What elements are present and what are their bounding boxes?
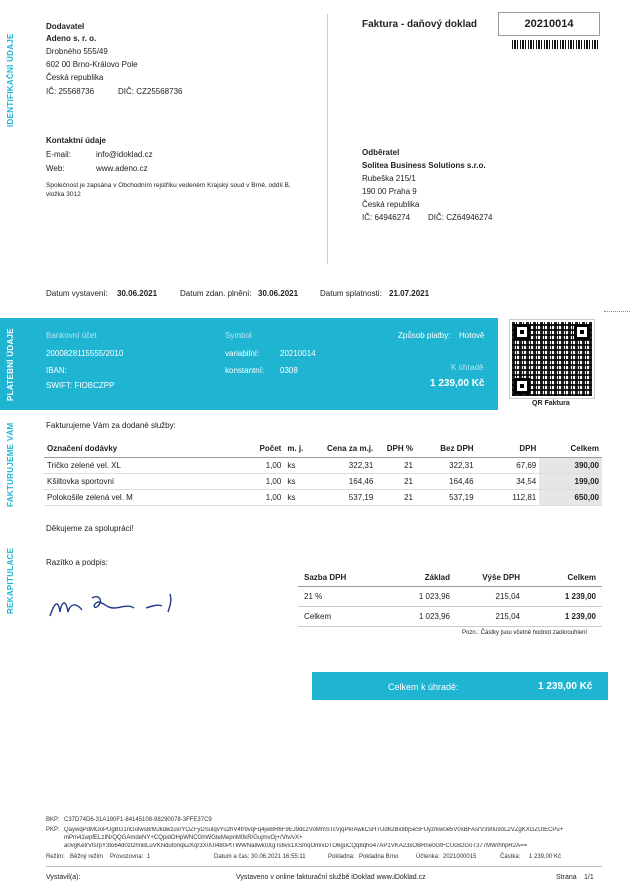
col-unit: m. j. — [284, 441, 313, 457]
col-vat-rate: DPH % — [376, 441, 416, 457]
contact-email-label: E-mail: — [46, 150, 71, 159]
item-vat: 112,81 — [477, 489, 540, 505]
payment-method-label: Způsob platby: — [398, 331, 451, 340]
register-value: Pokladna Brno — [359, 854, 399, 860]
contact-web-label: Web: — [46, 164, 65, 173]
dotted-separator — [604, 311, 630, 312]
item-total: 390,00 — [539, 457, 602, 473]
variable-symbol: 20210014 — [280, 349, 316, 358]
recap-rate: 21 % — [298, 586, 390, 606]
col-total: Celkem — [539, 441, 602, 457]
recap-vat: 215,04 — [456, 606, 526, 626]
items-table — [44, 441, 602, 506]
premises-label: Provozovna: — [110, 854, 144, 860]
registration-line-1: Společnost je zapsána v Obchodním rejstříku vedeném Krajský soud v Brně, oddíl B, — [46, 182, 291, 189]
recap-col-base: Základ — [390, 570, 456, 586]
item-name: Tričko zelené vel. XL — [44, 457, 253, 473]
recap-rate: Celkem — [298, 606, 390, 626]
issued-by-label: Vystavil(a): — [46, 874, 81, 881]
contact-email[interactable]: info@idoklad.cz — [96, 150, 153, 159]
table-row — [298, 606, 602, 626]
customer-country: Česká republika — [362, 200, 420, 209]
bank-account: 2000828115555/2010 — [46, 349, 124, 358]
col-net: Bez DPH — [416, 441, 477, 457]
supplier-name: Adeno s. r. o. — [46, 34, 97, 43]
item-name: Polokošile zelená vel. M — [44, 489, 253, 505]
item-net: 164,46 — [416, 473, 477, 489]
stamp-label: Razítko a podpis: — [46, 558, 108, 567]
customer-ic: IČ: 64946274 — [362, 213, 411, 222]
col-price: Cena za m.j. — [314, 441, 377, 457]
recap-col-total: Celkem — [526, 570, 602, 586]
amount-label: Částka: — [500, 854, 521, 860]
constant-symbol-label: konstantní: — [225, 366, 265, 375]
supplier-city: 602 00 Brno-Královo Pole — [46, 60, 138, 69]
side-label-payment: PLATEBNÍ ÚDAJE — [6, 328, 15, 402]
premises-value: 1 — [147, 854, 151, 860]
supplier-heading: Dodavatel — [46, 22, 85, 31]
date-taxable: 30.06.2021 — [258, 289, 299, 298]
pkp-line-3: a0vgKetrVtsrpY3to64d0zl2hnBLuVKNdufonqkZKqr3X0UI480PtTWWNaIlwk0XgTs6vx1XSmqOmivDTO6guCQq8qho47AP1VKA23xOBRne0GtFCUcB2GoT377MW/hhpR2A== — [64, 843, 528, 849]
contact-web[interactable]: www.adeno.cz — [96, 164, 148, 173]
item-net: 537,19 — [416, 489, 477, 505]
table-row — [44, 473, 602, 489]
constant-symbol: 0308 — [280, 366, 298, 375]
item-unit: ks — [284, 473, 313, 489]
item-vat-rate: 21 — [376, 457, 416, 473]
qr-finder-top-right — [574, 324, 590, 340]
datetime-label: Datum a čas: — [214, 854, 250, 860]
table-row — [44, 457, 602, 473]
rounding-note: Pozn.: Částky jsou včetně hodnot zaokrouhlení — [462, 630, 588, 636]
supplier-ic: IČ: 25568736 — [46, 87, 95, 96]
recap-base: 1 023,96 — [390, 606, 456, 626]
receipt-label: Účtenka: — [416, 854, 440, 860]
recap-col-rate: Sazba DPH — [298, 570, 390, 586]
recap-col-vat: Výše DPH — [456, 570, 526, 586]
item-net: 322,31 — [416, 457, 477, 473]
recap-base: 1 023,96 — [390, 586, 456, 606]
header-divider — [327, 14, 328, 264]
invoice-number: 20210014 — [498, 12, 600, 36]
receipt-value: 2021000015 — [443, 854, 477, 860]
amount-value: 1 239,00 Kč — [529, 854, 562, 860]
page-number: 1/1 — [584, 874, 594, 881]
col-vat: DPH — [477, 441, 540, 457]
supplier-country: Česká republika — [46, 73, 104, 82]
mode-value: Běžný režim — [70, 854, 104, 860]
swift: SWIFT: FIOBCZPP — [46, 381, 115, 390]
signature — [48, 590, 180, 622]
date-due-label: Datum splatnosti: — [320, 289, 382, 298]
date-due: 21.07.2021 — [389, 289, 430, 298]
contact-heading: Kontaktní údaje — [46, 136, 107, 145]
due-amount-label: K úhradě — [451, 363, 484, 372]
item-price: 322,31 — [314, 457, 377, 473]
pkp-line-1: QaywqPdMOoPUgBG1nGolws8/MJkdwzux/YOZFyDSulqvYu2hV4fr9vqFq4jwBR6F9EJ9dc2VoMmSTcVjqPkrAwkCsHTUd62Bx8bj5eSFUyzrkw0e5V0xBFAsrV390u9oL2VZgKXGZUIECPu+ — [64, 827, 564, 833]
recap-header-row — [298, 570, 602, 586]
invoice-title: Faktura - daňový doklad — [362, 19, 478, 30]
date-taxable-label: Datum zdan. plnění: — [180, 289, 252, 298]
customer-city: 190 00 Praha 9 — [362, 187, 417, 196]
item-vat-rate: 21 — [376, 489, 416, 505]
item-unit: ks — [284, 457, 313, 473]
mode-label: Režim: — [46, 854, 65, 860]
total-label: Celkem k úhradě: — [388, 682, 459, 692]
side-label-invoicing: FAKTURUJEME VÁM — [6, 422, 15, 508]
recap-vat: 215,04 — [456, 586, 526, 606]
item-vat-rate: 21 — [376, 473, 416, 489]
qr-finder-bottom-left — [514, 378, 530, 394]
pkp-line-2: mPm41wpfELzINrQQGAmdeNY+CQpidOHpWNCGhWGteMepnM0kR/GujmvOj+/Vtv/vX+ — [64, 835, 303, 841]
thanks-text: Děkujeme za spolupráci! — [46, 524, 134, 533]
table-row — [298, 586, 602, 606]
customer-dic: DIČ: CZ64946274 — [428, 213, 493, 222]
bank-heading: Bankovní účet — [46, 331, 97, 340]
col-name: Označení dodávky — [44, 441, 253, 457]
side-label-identification: IDENTIFIKAČNÍ ÚDAJE — [6, 33, 15, 127]
customer-heading: Odběratel — [362, 148, 400, 157]
side-label-recap: REKAPITULACE — [6, 547, 15, 614]
symbol-heading: Symbol — [225, 331, 252, 340]
datetime-value: 30.06.2021 16:55:11 — [251, 854, 306, 860]
footer-divider — [46, 866, 602, 867]
item-price: 164,46 — [314, 473, 377, 489]
qr-label: QR Faktura — [532, 400, 570, 407]
item-total: 199,00 — [539, 473, 602, 489]
item-qty: 1,00 — [253, 473, 284, 489]
bkp-value: C37D74D6-31A190F1-84145108-98290078-3FFE37C9 — [64, 817, 212, 823]
items-header-row — [44, 441, 602, 457]
item-name: Kšiltovka sportovní — [44, 473, 253, 489]
due-amount: 1 239,00 Kč — [430, 378, 485, 389]
page-label: Strana — [556, 874, 577, 881]
table-row — [44, 489, 602, 505]
customer-street: Rubeška 215/1 — [362, 174, 416, 183]
customer-name: Solitea Business Solutions s.r.o. — [362, 161, 486, 170]
iban-label: IBAN: — [46, 366, 67, 375]
item-price: 537,19 — [314, 489, 377, 505]
qr-finder-top-left — [514, 324, 530, 340]
total-amount: 1 239,00 Kč — [538, 681, 593, 692]
recap-total: 1 239,00 — [526, 606, 602, 626]
item-qty: 1,00 — [253, 457, 284, 473]
payment-method: Hotově — [459, 331, 485, 340]
qr-code — [510, 320, 594, 398]
date-issued: 30.06.2021 — [117, 289, 158, 298]
item-vat: 34,54 — [477, 473, 540, 489]
items-intro: Fakturujeme Vám za dodané služby: — [46, 421, 176, 430]
col-qty: Počet — [253, 441, 284, 457]
item-vat: 67,69 — [477, 457, 540, 473]
generated-by-text: Vystaveno v online fakturační službě iDoklad www.iDoklad.cz — [236, 874, 426, 881]
date-issued-label: Datum vystavení: — [46, 289, 108, 298]
supplier-street: Drobného 555/49 — [46, 47, 108, 56]
bkp-label: BKP: — [46, 817, 60, 823]
recap-total: 1 239,00 — [526, 586, 602, 606]
supplier-dic: DIČ: CZ25568736 — [118, 87, 183, 96]
item-qty: 1,00 — [253, 489, 284, 505]
item-total: 650,00 — [539, 489, 602, 505]
item-unit: ks — [284, 489, 313, 505]
invoice-barcode — [512, 40, 598, 49]
register-label: Pokladna: — [328, 854, 355, 860]
recap-table — [298, 570, 602, 627]
variable-symbol-label: variabilní: — [225, 349, 260, 358]
registration-line-2: vložka 3012 — [46, 191, 81, 198]
pkp-label: PKP: — [46, 827, 60, 833]
